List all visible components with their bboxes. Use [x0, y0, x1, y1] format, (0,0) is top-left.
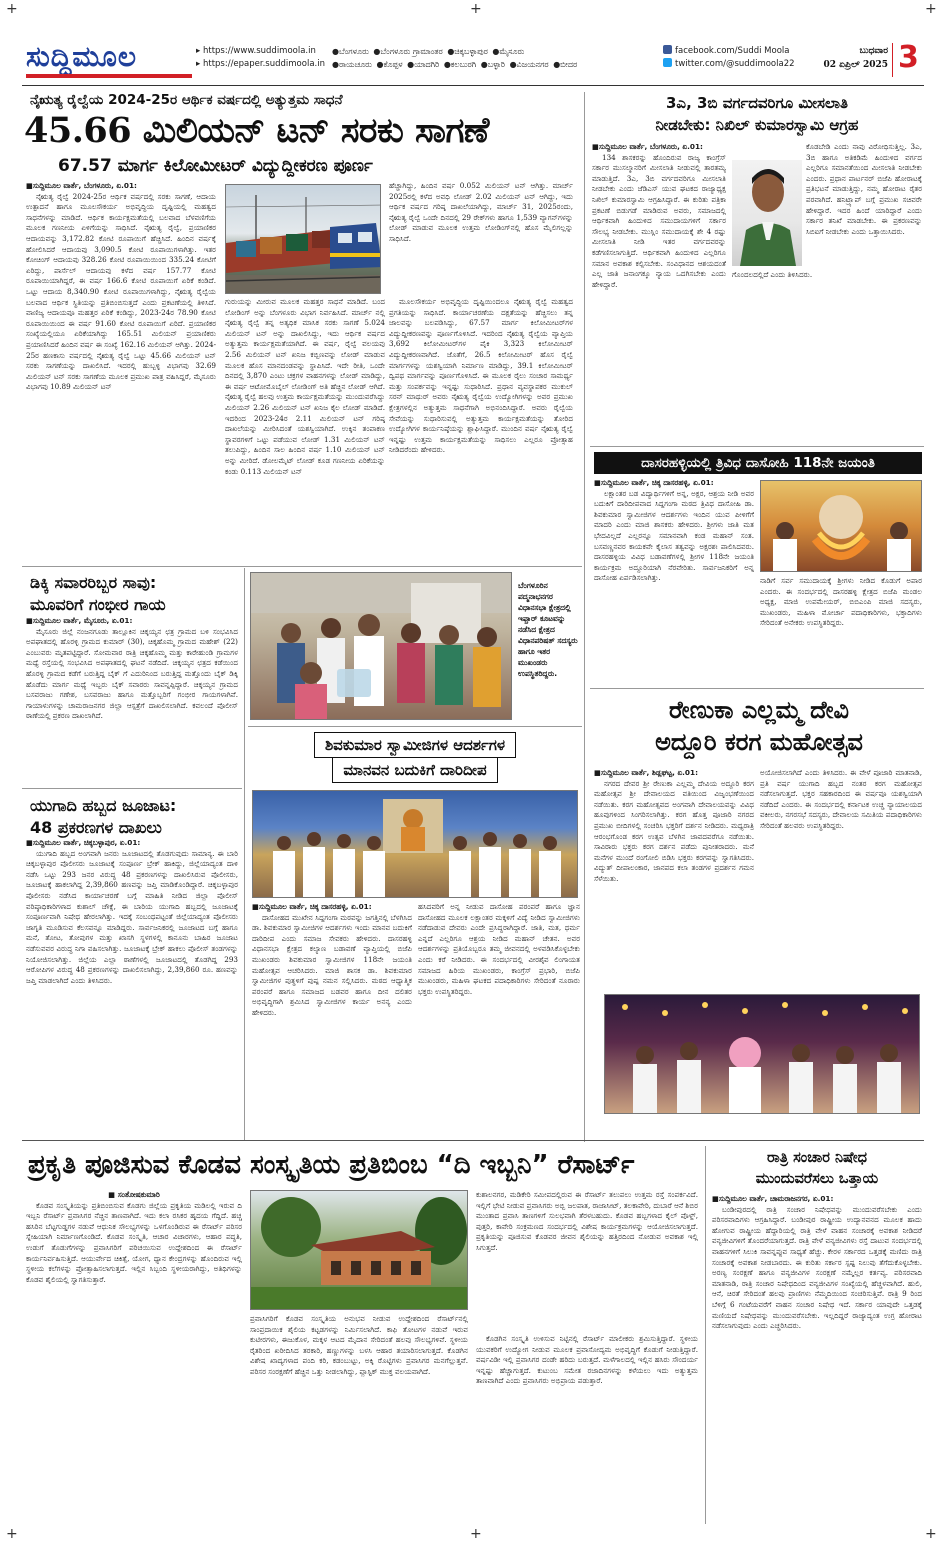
- city-link[interactable]: ●ಕಲಬುರಗಿ: [443, 60, 479, 69]
- masthead-logo: ಸುದ್ದಿಮೂಲ: [26, 40, 192, 80]
- registration-mark: +: [470, 1526, 482, 1542]
- lead-kicker: ನೈಋತ್ಯ ರೈಲ್ವೆಯ 2024-25ರ ಆರ್ಥಿಕ ವರ್ಷದಲ್ಲಿ ಅತ್ಯುತ್ತಮ ಸಾಧನೆ: [30, 92, 343, 108]
- nikhil-headline: 3ಎ, 3ಬಿ ವರ್ಗದವರಿಗೂ ಮೀಸಲಾತಿ ನೀಡಬೇಕು: ನಿಖಿಲ್ ಕುಮಾರಸ್ವಾಮಿ ಆಗ್ರಹ: [655, 94, 859, 134]
- section-rule: [248, 726, 582, 727]
- renuka-col1: ■ಸುದ್ದಿಮೂಲ ವಾರ್ತೆ, ಶಿಡ್ಲಘಟ್ಟ, ಏ.01: ನಗರದ ದೇವರ ಶ್ರೀ ರೇಣುಕಾ ಎಲ್ಲಮ್ಮ ದೇವಿಯ ಅದ್ದೂರಿ ಕರಗ ಮಹೋತ್ಸವ ಶ್ರೀ ದೇವಾಲಯದ ವತಿಯಿಂದ ವಿಜೃಂಭಣೆಯಿಂದ ನಡೆಯಿತು. ಕರಗ ಮಹೋತ್ಸವದ ಅಂಗವಾಗಿ ದೇವಾಲಯವನ್ನು ವಿವಿಧ ಹೂವುಗಳಿಂದ ಸಿಂಗರಿಸಲಾಗಿತ್ತು. ಕರಗ ಹೊತ್ತ ಪೂಜಾರಿ ನಗರದ ಪ್ರಮುಖ ಬೀದಿಗಳಲ್ಲಿ ಸಂಚರಿಸಿ ಭಕ್ತರಿಗೆ ದರ್ಶನ ನೀಡಿದರು. ಮಧ್ಯರಾತ್ರಿ ಆರಂಭಗೊಂಡ ಕರಗ ಉತ್ಸವ ಬೆಳಗಿನ ಜಾವದವರೆಗೂ ನಡೆಯಿತು. ಸಾವಿರಾರು ಭಕ್ತರು ಕರಗ ದರ್ಶನ ಪಡೆದು ಪುನೀತರಾದರು. ಮನೆ ಮನೆಗಳ ಮುಂದೆ ರಂಗೋಲಿ ಬಿಡಿಸಿ ಭಕ್ತರು ಕರಗವನ್ನು ಸ್ವಾಗತಿಸಿದರು. ವಿದ್ಯುತ್ ದೀಪಾಲಂಕಾರ, ಜಾನಪದ ಕಲಾ ತಂಡಗಳ ಪ್ರದರ್ಶನ ಗಮನ ಸೆಳೆಯಿತು.: [594, 768, 754, 883]
- city-list: [332, 45, 579, 71]
- person-icon: [732, 160, 802, 266]
- city-link[interactable]: ●ಬೆಂಗಳೂರು ಗ್ರಾಮಾಂತರ: [373, 47, 446, 56]
- lead-col1: ■ಸುದ್ದಿಮೂಲ ವಾರ್ತೆ, ಬೆಂಗಳೂರು, ಏ.01: ನೈಋತ್ಯ ರೈಲ್ವೆ 2024-25ರ ಆರ್ಥಿಕ ವರ್ಷದಲ್ಲಿ ಸರಕು ಸಾಗಣೆ, ಆದಾಯ ಉತ್ಪಾದನೆ ಹಾಗೂ ಮೂಲಸೌಕರ್ಯ ಅಭಿವೃದ್ಧಿಯ ದೃಷ್ಟಿಯಲ್ಲಿ ಮಹತ್ವದ ಸಾಧನೆಗಳನ್ನು ಮಾಡಿದೆ. ಆರ್ಥಿಕ ಕಾರ್ಯಕ್ಷಮತೆಯಲ್ಲಿ ಬಲವಾದ ಬೆಳವಣಿಗೆಯ ಮೂಲಕ ಗಣನೀಯ ಏಳಿಗೆಯನ್ನು ಸಾಧಿಸಿದೆ. ನೈಋತ್ಯ ರೈಲ್ವೆ, ಪ್ರಯಾಣಿಕರ ಆದಾಯವನ್ನು 3,172.82 ಕೋಟಿ ರೂಪಾಯಿಗೆ ಹೆಚ್ಚಿಸಿದೆ. ಹಿಂದಿನ ವರ್ಷಕ್ಕೆ ಹೋಲಿಸಿದರೆ ಆದಾಯವು 3,090.5 ಕೋಟಿ ರೂಪಾಯಿಗಳಾಗಿತ್ತು. ಇತರ ಕೋಚಿಂಗ್ ಆದಾಯವು 328.26 ಕೋಟಿ ರೂಪಾಯಿಯಿಂದ 335.24 ಕೋಟಿಗೆ ಏರಿದ್ದು, ಪಾರ್ಸೆಲ್ ಆದಾಯವು ಕಳೆದ ವರ್ಷ 157.77 ಕೋಟಿ ರೂಪಾಯಿಯಾಗಿದ್ದರೆ, ಈ ವರ್ಷ 166.6 ಕೋಟಿ ರೂಪಾಯಿಗೆ ಏರಿಕೆ ಕಂಡಿದೆ. ಒಟ್ಟು ಆದಾಯ 8,340.90 ಕೋಟಿ ರೂಪಾಯಿಗಳಾಗಿದ್ದು, ನೈಋತ್ಯ ರೈಲ್ವೆಯ ಬಲವಾದ ಆರ್ಥಿಕ ಸ್ಥಿತಿಯನ್ನು ಪ್ರತಿಬಿಂಬಿಸುತ್ತದೆ ಎಂದು ಪ್ರಕಟಣೆಯಲ್ಲಿ ತಿಳಿಸಿದೆ. ವಾಣಿಜ್ಯ ಆದಾಯವೂ ಮಹತ್ತರ ಏರಿಕೆ ಕಂಡಿದ್ದು, 2023-24ರ 78.90 ಕೋಟಿ ರೂಪಾಯಿಯಿಂದ ಈ ವರ್ಷ 91.60 ಕೋಟಿ ರೂಪಾಯಿಗೆ ಏರಿದೆ. ಪ್ರಯಾಣಿಕರ ಸಂಖ್ಯೆಯಲ್ಲಿಯೂ ಏರಿಕೆಯಾಗಿದ್ದು 165.51 ಮಿಲಿಯನ್ ಪ್ರಯಾಣಿಕರು ಪ್ರಯಾಣಿಸಿದರೆ ಹಿಂದಿನ ವರ್ಷ ಈ ಸಂಖ್ಯೆ 162.16 ಮಿಲಿಯನ್ ಆಗಿತ್ತು. 2024-25ರ ಹಣಕಾಸು ವರ್ಷದಲ್ಲಿ ನೈಋತ್ಯ ರೈಲ್ವೆ ಒಟ್ಟು 45.66 ಮಿಲಿಯನ್ ಟನ್ ಸರಕು ಸಾಗಣೆಯನ್ನು ದಾಖಲಿಸಿದೆ. ಇದರಲ್ಲಿ ಹುಬ್ಬಳ್ಳಿ ವಿಭಾಗವು 32.69 ಮಿಲಿಯನ್ ಟನ್ ಸರಕು ಸಾಗಣೆಯ ಮೂಲಕ ಪ್ರಮುಖ ಪಾತ್ರ ವಹಿಸಿದ್ದರೆ, ಮೈಸೂರು ವಿಭಾಗವು 10.89 ಮಿಲಿಯನ್ ಟನ್: [26, 181, 216, 392]
- city-link[interactable]: ●ಬಳ್ಳಾರಿ: [480, 60, 508, 69]
- city-link[interactable]: ●ಬೆಂಗಳೂರು: [332, 47, 372, 56]
- group-icon: [253, 791, 578, 898]
- dasohi-col1: ■ಸುದ್ದಿಮೂಲ ವಾರ್ತೆ, ಚಿಕ್ಕ ದಾಸರಹಳ್ಳಿ, ಏ.01: ಲಕ್ಷಾಂತರ ಬಡ ವಿದ್ಯಾರ್ಥಿಗಳಿಗೆ ಅನ್ನ, ಅಕ್ಷರ, ಆಶ್ರಯ ನೀಡಿ ಅವರ ಬದುಕಿಗೆ ದಾರಿದೀಪವಾದ ಸಿದ್ದಗಂಗಾ ಮಠದ ತ್ರಿವಿಧ ದಾಸೋಹಿ ಡಾ. ಶಿವಕುಮಾರ ಸ್ವಾಮೀಜಿಗಳ ಆದರ್ಶಗಳು ಇಂದಿನ ಯುವ ಪೀಳಿಗೆಗೆ ಮಾದರಿ ಎಂದು ಮಾಜಿ ಶಾಸಕರು ಹೇಳಿದರು. ಶ್ರೀಗಳು ಜಾತಿ ಮತ ಭೇದವಿಲ್ಲದೆ ಎಲ್ಲರನ್ನೂ ಸಮಾನವಾಗಿ ಕಂಡ ಮಹಾನ್ ಸಂತ. ಬಸವಣ್ಣನವರ ಕಾಯಕವೇ ಕೈಲಾಸ ತತ್ವವನ್ನು ಅಕ್ಷರಶಃ ಪಾಲಿಸಿದವರು. ದಾಸರಹಳ್ಳಿಯ ವಿವಿಧ ಬಡಾವಣೆಗಳಲ್ಲಿ ಶ್ರೀಗಳ 118ನೇ ಜಯಂತಿ ಕಾರ್ಯಕ್ರಮ ಅದ್ದೂರಿಯಾಗಿ ನೆರವೇರಿತು. ಸಾರ್ವಜನಿಕರಿಗೆ ಅನ್ನ ದಾಸೋಹ ಏರ್ಪಡಿಸಲಾಗಿತ್ತು.: [594, 478, 754, 583]
- night-traffic-body: ■ಸುದ್ದಿಮೂಲ ವಾರ್ತೆ, ಚಾಮರಾಜನಗರ, ಏ.01: ಬಂಡೀಪುರದಲ್ಲಿ ರಾತ್ರಿ ಸಂಚಾರ ನಿಷೇಧವನ್ನು ಮುಂದುವರೆಸಬೇಕು ಎಂದು ಪರಿಸರವಾದಿಗಳು ಆಗ್ರಹಿಸಿದ್ದಾರೆ. ಬಂಡೀಪುರ ರಾಷ್ಟ್ರೀಯ ಉದ್ಯಾನವನದ ಮೂಲಕ ಹಾದು ಹೋಗುವ ರಾಷ್ಟ್ರೀಯ ಹೆದ್ದಾರಿಯಲ್ಲಿ ರಾತ್ರಿ ವೇಳೆ ವಾಹನ ಸಂಚಾರಕ್ಕೆ ಅವಕಾಶ ನೀಡಿದರೆ ವನ್ಯಜೀವಿಗಳಿಗೆ ತೊಂದರೆಯಾಗುತ್ತದೆ. ರಾತ್ರಿ ವೇಳೆ ವನ್ಯಜೀವಿಗಳು ರಸ್ತೆ ದಾಟುವ ಸಂದರ್ಭದಲ್ಲಿ ವಾಹನಗಳಿಗೆ ಸಿಲುಕಿ ಸಾವನ್ನಪ್ಪುವ ಸಾಧ್ಯತೆ ಹೆಚ್ಚು. ಕೇರಳ ಸರ್ಕಾರದ ಒತ್ತಡಕ್ಕೆ ಮಣಿದು ರಾತ್ರಿ ಸಂಚಾರಕ್ಕೆ ಅವಕಾಶ ನೀಡಬಾರದು. ಈ ಕುರಿತು ಸರ್ಕಾರ ಸ್ಪಷ್ಟ ನಿಲುವು ತೆಗೆದುಕೊಳ್ಳಬೇಕು. ಅರಣ್ಯ ಸಂರಕ್ಷಣೆ ಹಾಗೂ ವನ್ಯಜೀವಿಗಳ ಸಂರಕ್ಷಣೆ ನಮ್ಮೆಲ್ಲರ ಕರ್ತವ್ಯ. ಪರಿಸರವಾದಿ ಮಾತನಾಡಿ, ರಾತ್ರಿ ಸಂಚಾರ ನಿಷೇಧದಿಂದ ವನ್ಯಜೀವಿಗಳ ಸಂಖ್ಯೆಯಲ್ಲಿ ಹೆಚ್ಚಳವಾಗಿದೆ. ಹುಲಿ, ಆನೆ, ಚಿರತೆ ಸೇರಿದಂತೆ ಹಲವು ಪ್ರಾಣಿಗಳು ನೆಮ್ಮದಿಯಿಂದ ಸಂಚರಿಸುತ್ತಿವೆ. ರಾತ್ರಿ 9 ರಿಂದ ಬೆಳಿಗ್ಗೆ 6 ಗಂಟೆಯವರೆಗೆ ವಾಹನ ಸಂಚಾರ ನಿಷೇಧ ಇದೆ. ಸರ್ಕಾರ ಯಾವುದೇ ಒತ್ತಡಕ್ಕೆ ಮಣಿಯದೆ ನಿಷೇಧವನ್ನು ಮುಂದುವರೆಸಬೇಕು. ಇಲ್ಲದಿದ್ದರೆ ರಾಜ್ಯಾದ್ಯಂತ ಉಗ್ರ ಹೋರಾಟ ನಡೆಸಲಾಗುವುದು ಎಂದು ಎಚ್ಚರಿಸಿದರು.: [712, 1194, 922, 1331]
- swamiji-col2: ಹಸಿದವರಿಗೆ ಅನ್ನ ನೀಡುವ ದಾಸೋಹ ಪರಂಪರೆ ಹಾಗೂ ಜ್ಞಾನ ದಾಸೋಹದ ಮೂಲಕ ಲಕ್ಷಾಂತರ ಮಕ್ಕಳಿಗೆ ವಿದ್ಯೆ ನೀಡಿದ ಸ್ವಾಮೀಜಿಗಳು ನಡೆದಾಡುವ ದೇವರು ಎಂದೇ ಪ್ರಸಿದ್ಧರಾಗಿದ್ದಾರೆ. ಜಾತಿ, ಮತ, ಧರ್ಮ ಎನ್ನದೆ ಎಲ್ಲರಿಗೂ ಆಶ್ರಯ ನೀಡಿದ ಮಹಾನ್ ಚೇತನ. ಅವರ ಆದರ್ಶಗಳನ್ನು ಪ್ರತಿಯೊಬ್ಬರೂ ತಮ್ಮ ಜೀವನದಲ್ಲಿ ಅಳವಡಿಸಿಕೊಳ್ಳಬೇಕು ಎಂದು ಕರೆ ನೀಡಿದರು. ಈ ಸಂದರ್ಭದಲ್ಲಿ ವೀರಶೈವ ಲಿಂಗಾಯತ ಸಮಾಜದ ಹಿರಿಯ ಮುಖಂಡರು, ಕಾಂಗ್ರೆಸ್ ಪ್ರಭಾರಿ, ಬಿಜೆಪಿ ಮುಖಂಡರು, ಮಹಿಳಾ ಘಟಕದ ಪದಾಧಿಕಾರಿಗಳು ಸೇರಿದಂತೆ ನೂರಾರು ಭಕ್ತರು ಉಪಸ್ಥಿತರಿದ್ದರು.: [418, 902, 580, 996]
- registration-mark: +: [470, 1, 482, 17]
- epaper-link[interactable]: ▸ https://epaper.suddimoola.in: [196, 59, 325, 69]
- resort-col2: ಪ್ರವಾಸಿಗರಿಗೆ ಕೊಡವ ಸಂಸ್ಕೃತಿಯ ಅನುಭವ ನೀಡುವ ಉದ್ದೇಶದಿಂದ ರೆಸಾರ್ಟ್‌ನಲ್ಲಿ ಸಾಂಪ್ರದಾಯಿಕ ಶೈಲಿಯ ಕಟ್ಟಡಗಳನ್ನು ನಿರ್ಮಿಸಲಾಗಿದೆ. ಕಾಫಿ ತೋಟಗಳ ನಡುವೆ ಇರುವ ಕುಟೀರಗಳು, ಈಜುಕೊಳ, ಮಕ್ಕಳ ಆಟದ ಮೈದಾನ ಸೇರಿದಂತೆ ಹಲವು ಸೌಲಭ್ಯಗಳಿವೆ. ಸ್ಥಳೀಯ ರೈತರಿಂದ ಖರೀದಿಸಿದ ತರಕಾರಿ, ಹಣ್ಣುಗಳನ್ನು ಬಳಸಿ ಆಹಾರ ತಯಾರಿಸಲಾಗುತ್ತದೆ. ಕೊಡಗಿನ ವಿಶೇಷ ಖಾದ್ಯಗಳಾದ ಪಂದಿ ಕರಿ, ಕಡಂಬುಟ್ಟು, ಅಕ್ಕಿ ರೊಟ್ಟಿಗಳು ಪ್ರವಾಸಿಗರ ಮನಗೆಲ್ಲುತ್ತವೆ. ಪರಿಸರ ಸಂರಕ್ಷಣೆಗೆ ಹೆಚ್ಚಿನ ಒತ್ತು ನೀಡಲಾಗಿದ್ದು, ಪ್ಲಾಸ್ಟಿಕ್ ಮುಕ್ತ ವಲಯವಾಗಿದೆ.: [250, 1314, 468, 1376]
- date-divider: [892, 43, 893, 77]
- resort-col3: ಕುಶಾಲನಗರ, ಮಡಿಕೇರಿ ಸಮೀಪದಲ್ಲಿರುವ ಈ ರೆಸಾರ್ಟ್ ತಲುಪಲು ಉತ್ತಮ ರಸ್ತೆ ಸಂಪರ್ಕವಿದೆ. ಇಲ್ಲಿಗೆ ಭೇಟಿ ನೀಡುವ ಪ್ರವಾಸಿಗರು ಅಬ್ಬಿ ಜಲಪಾತ, ರಾಜಾಸೀಟ್, ತಲಕಾವೇರಿ, ದುಬಾರೆ ಆನೆ ಶಿಬಿರ ಮುಂತಾದ ಪ್ರವಾಸಿ ತಾಣಗಳಿಗೆ ಸುಲಭವಾಗಿ ತೆರಳಬಹುದು. ಕೊಡವ ಹಬ್ಬಗಳಾದ ಕೈಲ್ ಪೊಳ್ದ್, ಪುತ್ತರಿ, ಕಾವೇರಿ ಸಂಕ್ರಮಣದ ಸಂದರ್ಭದಲ್ಲಿ ವಿಶೇಷ ಕಾರ್ಯಕ್ರಮಗಳನ್ನು ಆಯೋಜಿಸಲಾಗುತ್ತದೆ. ಪ್ರಕೃತಿಯನ್ನು ಪೂಜಿಸುವ ಕೊಡವರ ಜೀವನ ಶೈಲಿಯನ್ನು ಹತ್ತಿರದಿಂದ ನೋಡುವ ಅವಕಾಶ ಇಲ್ಲಿ ಸಿಗುತ್ತದೆ.: [476, 1190, 698, 1252]
- facebook-link[interactable]: facebook.com/Suddi Moola: [663, 45, 795, 58]
- gambling-body: ■ಸುದ್ದಿಮೂಲ ವಾರ್ತೆ, ಚಿಕ್ಕಬಳ್ಳಾಪುರ, ಏ.01: ಯುಗಾದಿ ಹಬ್ಬದ ಅಂಗವಾಗಿ ಜನರು ಜೂಜಾಟದಲ್ಲಿ ತೊಡಗುವುದು ಸಾಮಾನ್ಯ. ಈ ಬಾರಿ ಚಿಕ್ಕಬಳ್ಳಾಪುರ ಪೊಲೀಸರು ಜೂಜಾಟಕ್ಕೆ ಸಂಪೂರ್ಣ ಬ್ರೇಕ್ ಹಾಕಿದ್ದು, ಜಿಲ್ಲೆಯಾದ್ಯಂತ ದಾಳಿ ನಡೆಸಿ ಒಟ್ಟು 293 ಜನರ ವಿರುದ್ಧ 48 ಪ್ರಕರಣಗಳನ್ನು ದಾಖಲಿಸಿರುವ ಪೊಲೀಸರು, ಜೂಜಾಟಕ್ಕೆ ಹಾಕಲಾಗಿದ್ದ 2,39,860 ಹಣವನ್ನು ಜಪ್ತಿ ಮಾಡಿಕೊಂಡಿದ್ದಾರೆ. ಚಿಕ್ಕಬಳ್ಳಾಪುರ ಪೊಲೀಸರು ನಡೆಸಿದ ಕಾರ್ಯಾಚರಣೆ ಬಗ್ಗೆ ಮಾಹಿತಿ ನೀಡಿದ ಜಿಲ್ಲಾ ಪೊಲೀಸ್ ವರಿಷ್ಠಾಧಿಕಾರಿಗಳಾದ ಕುಶಾಲ್ ಚೌಕ್ಸೆ, ಈ ಬಾರಿಯ ಯುಗಾದಿ ಹಬ್ಬದಲ್ಲಿ ಜೂಜಾಟಕ್ಕೆ ಸಂಪೂರ್ಣವಾಗಿ ನಿಷೇಧ ಹೇರಲಾಗಿತ್ತು. ಇದಕ್ಕೆ ಸಂಬಂಧಪಟ್ಟಂತೆ ಜಿಲ್ಲೆಯಾದ್ಯಂತ ಪೊಲೀಸರು ಜಾಗೃತಿ ಮೂಡಿಸುವ ಕೆಲಸವನ್ನೂ ಮಾಡಿದ್ದರು. ಸಾರ್ವಜನಿಕರಲ್ಲಿ ಜೂಜಾಟದ ಬಗ್ಗೆ ಹಾಗೂ ಮನೆ, ತೋಟ, ತೋಪುಗಳ ಮತ್ತು ಖಾಸಗಿ ಸ್ಥಳಗಳಲ್ಲಿ ಕಾನೂನು ಬಾಹಿರ ಜೂಜಾಟ ನಡೆಸುವವರ ವಿರುದ್ಧ ನಿಗಾ ವಹಿಸಲಾಗಿತ್ತು. ಜೂಜಾಟಕ್ಕೆ ಬ್ರೇಕ್ ಹಾಕಲು ಪೊಲೀಸ್ ತಂಡಗಳನ್ನು ನಿಯೋಜಿಸಲಾಗಿತ್ತು. ಜಿಲ್ಲೆಯ ಎಲ್ಲಾ ಠಾಣೆಗಳಲ್ಲಿ ಜೂಜಾಟದಲ್ಲಿ ತೊಡಗಿದ್ದ 293 ಆರೋಪಿಗಳ ವಿರುದ್ಧ 48 ಪ್ರಕರಣಗಳನ್ನು ದಾಖಲಿಸಲಾಗಿದ್ದು, 2,39,860 ರೂ. ಹಣವನ್ನು ಜಪ್ತಿ ಮಾಡಲಾಗಿದೆ ಎಂದು ತಿಳಿಸಿದರು.: [26, 838, 238, 985]
- dasohi-headline: ದಾಸರಹಳ್ಳಿಯಲ್ಲಿ ತ್ರಿವಿಧ ದಾಸೋಹಿ 118ನೇ ಜಯಂತಿ: [594, 452, 922, 474]
- city-link[interactable]: ●ಚಿಕ್ಕಬಳ್ಳಾಪುರ: [447, 47, 491, 56]
- nikhil-col3: ಗೊಂದಲದಲ್ಲಿದೆ ಎಂದು ತಿಳಿಸಿದರು.: [732, 270, 813, 279]
- renuka-col2: ಅಯೋಜಿಸಲಾಗಿದೆ ಎಂದು ತಿಳಿಸಿದರು. ಈ ವೇಳೆ ಪೂಜಾರಿ ಮಾತನಾಡಿ, ಪ್ರತಿ ವರ್ಷ ಯುಗಾದಿ ಹಬ್ಬದ ನಂತರ ಕರಗ ಮಹೋತ್ಸವ ನಡೆಸಲಾಗುತ್ತದೆ. ಭಕ್ತರ ಸಹಕಾರದಿಂದ ಈ ವರ್ಷವೂ ಯಶಸ್ವಿಯಾಗಿ ನಡೆದಿದೆ ಎಂದರು. ಈ ಸಂದರ್ಭದಲ್ಲಿ ಕರ್ನಾಟಕ ಉಚ್ಚ ನ್ಯಾಯಾಲಯದ ವಕೀಲರು, ನಗರಸಭೆ ಸದಸ್ಯರು, ದೇವಾಲಯ ಸಮಿತಿಯ ಪದಾಧಿಕಾರಿಗಳು ಸೇರಿದಂತೆ ಹಲವರು ಉಪಸ್ಥಿತರಿದ್ದರು.: [760, 768, 922, 830]
- section-rule: [590, 688, 924, 689]
- lead-headline: 45.66 ಮಿಲಿಯನ್ ಟನ್ ಸರಕು ಸಾಗಣೆ: [24, 110, 489, 151]
- freight-train-photo: [225, 184, 381, 294]
- crowd-icon: [251, 573, 512, 720]
- section-rule: [22, 1140, 924, 1141]
- date-block: ಬುಧವಾರ 02 ಏಪ್ರಿಲ್ 2025: [823, 46, 888, 70]
- lead-col3: ಮೂಲಸೌಕರ್ಯ ಅಭಿವೃದ್ಧಿಯ ದೃಷ್ಟಿಯಿಂದಲೂ ನೈಋತ್ಯ ರೈಲ್ವೆ ಮಹತ್ವದ ಪ್ರಗತಿಯನ್ನು ಸಾಧಿಸಿದೆ. ಕಾರ್ಯಾಚರಣೆಯ ದಕ್ಷತೆಯನ್ನು ಹೆಚ್ಚಿಸಲು ತನ್ನ ಜಾಲವನ್ನು ಬಲಪಡಿಸಿದ್ದು, 67.57 ಮಾರ್ಗ ಕಿಲೋಮೀಟರ್‌ಗಳ ವಿದ್ಯುದ್ದೀಕರಣವನ್ನು ಪೂರ್ಣಗೊಳಿಸಿದೆ. ಇದರಿಂದ ನೈಋತ್ಯ ರೈಲ್ವೆಯ ವ್ಯಾಪ್ತಿಯ 3,692 ಕಿಲೋಮೀಟರ್‌ಗಳ ಪೈಕಿ 3,323 ಕಿಲೋಮೀಟರ್ ವಿದ್ಯುದ್ದೀಕರಣವಾಗಿದೆ. ಜೊತೆಗೆ, 26.5 ಕಿಲೋಮೀಟರ್ ಹೊಸ ರೈಲ್ವೆ ಮಾರ್ಗಗಳನ್ನು ಯಶಸ್ವಿಯಾಗಿ ನಿರ್ಮಾಣ ಮಾಡಿದ್ದು, 39.1 ಕಿಲೋಮೀಟರ್ ದ್ವಿಪಥ ಮಾರ್ಗವನ್ನು ಪೂರ್ಣಗೊಳಿಸಿದೆ. ಈ ಮೂಲಕ ರೈಲು ಸಂಚಾರ ಸಾಮರ್ಥ್ಯ ಮತ್ತು ಸಂಪರ್ಕವನ್ನು ಇನ್ನಷ್ಟು ಸುಧಾರಿಸಿದೆ. ಪ್ರಧಾನ ವ್ಯವಸ್ಥಾಪಕರ ಮುಕುಲ್ ಸರನ್ ಮಾಥುರ್ ಅವರು ನೈಋತ್ಯ ರೈಲ್ವೆಯ ಉದ್ಯೋಗಿಗಳನ್ನು ಅವರ ಪ್ರಮುಖ ಕ್ಷೇತ್ರಗಳಲ್ಲಿನ ಅತ್ಯುತ್ತಮ ಸಾಧನೆಗಾಗಿ ಅಭಿನಂದಿಸಿದ್ದಾರೆ. ಅವರು ರೈಲ್ವೆಯ ಸೇವೆಯನ್ನು ಸುಧಾರಿಸುವಲ್ಲಿ ಅತ್ಯುತ್ತಮ ಕಾರ್ಯಕ್ಷಮತೆಯನ್ನು ತೋರಿದ ಉದ್ಯೋಗಿಗಳ ಕಾರ್ಯನಿಷ್ಠೆಯನ್ನು ಶ್ಲಾಘಿಸಿದ್ದಾರೆ. ಮುಂದಿನ ವರ್ಷ ನೈಋತ್ಯ ರೈಲ್ವೆ ಇನ್ನಷ್ಟು ಉತ್ತಮ ಕಾರ್ಯಕ್ಷಮತೆಯನ್ನು ಸಾಧಿಸಲು ಎಲ್ಲರೂ ಪ್ರೋತ್ಸಾಹ ನೀಡಿದರೆಂದು ಹೇಳಿದರು.: [389, 297, 573, 455]
- train-icon: [226, 185, 381, 294]
- event-photo-caption: ಬೆಂಗಳೂರಿನ ಪದ್ಮನಾಭನಗರ ವಿಧಾನಸಭಾ ಕ್ಷೇತ್ರದಲ್ಲಿ ಇಫ್ತಾರ್ ಕೂಟವನ್ನು ನಡೆಸಿದ ಕ್ಷೇತ್ರದ ವಿಧಾನಪರಿಷತ್ ಸದಸ್ಯರು ಹಾಗೂ ಇತರ ಮುಖಂಡರು ಉಪಸ್ಥಿತರಿದ್ದರು.: [518, 581, 578, 678]
- accident-headline: ಡಿಕ್ಕಿ ಸವಾರರಿಬ್ಬರ ಸಾವು: ಮೂವರಿಗೆ ಗಂಭೀರ ಗಾಯ: [30, 573, 166, 614]
- lead-col-mid: ಗುರುಯನ್ನು ಮೀರುವ ಮೂಲಕ ಮಹತ್ತರ ಸಾಧನೆ ಮಾಡಿದೆ. ಬಂದ ಲೋಡಿಂಗ್ ಅನ್ನು ಬೆಂಗಳೂರು ವಿಭಾಗ ನಿರ್ವಹಿಸಿದೆ. ಮಾರ್ಚ್ ನಲ್ಲಿ ನೈಋತ್ಯ ರೈಲ್ವೆ ತನ್ನ ಅತ್ಯಧಿಕ ಮಾಸಿಕ ಸರಕು ಸಾಗಣೆ 5.024 ಮಿಲಿಯನ್ ಟನ್ ಅನ್ನು ದಾಖಲಿಸಿದ್ದು, ಇದು ಆರ್ಥಿಕ ವರ್ಷದ ಅತ್ಯುತ್ತಮ ಕಾರ್ಯಕ್ಷಮತೆಯಾಗಿದೆ. ಈ ವರ್ಷ, ರೈಲ್ವೆ ವಲಯವು 2.56 ಮಿಲಿಯನ್ ಟನ್ ಖನಿಜ ಕಬ್ಬಿಣವನ್ನು ಲೋಡ್ ಮಾಡುವ ಮೂಲಕ ಹೊಸ ಮಾನದಂಡವನ್ನು ಸ್ಥಾಪಿಸಿದೆ. ಇದೇ ರೀತಿ, ಒಂದೇ ದಿನದಲ್ಲಿ 3,870 ಎಂಟು ಚಕ್ರಗಳ ವಾಹನಗಳನ್ನು ಲೋಡ್ ಮಾಡಿದ್ದು, ಈ ವರ್ಷ ಆಟೋಮೊಬೈಲ್ ಲೋಡಿಂಗ್ ಅತಿ ಹೆಚ್ಚಿನ ಲೋಡ್ ಆಗಿದೆ. ನೈಋತ್ಯ ರೈಲ್ವೆ ಹಲವು ಉತ್ತಮ ಕಾರ್ಯಕ್ಷಮತೆಯನ್ನು ಮುಂದುವರೆಸಿದ್ದು ಮಿಲಿಯನ್ 2.26 ಮಿಲಿಯನ್ ಟನ್ ಖನಿಜ ಕೈಲ ಲೋಡ್ ಮಾಡಿದೆ. ಇದರಿಂದ 2023-24ರ 2.11 ಮಿಲಿಯನ್ ಟನ್ ಗರಿಷ್ಠ ದಾಖಲೆಯನ್ನು ಮೀರಿಸಿದಂತೆ ಯಶಸ್ವಿಯಾಗಿದೆ. ಉಕ್ಕಿನ ತಂಪಾಕಣ ಸ್ಥಾವರಗಳಿಗೆ ಒಟ್ಟು ಪಡೆಯುವ ಲೋಡ್ 1.31 ಮಿಲಿಯನ್ ಟನ್ ತಲುಪಿದ್ದು, ಹಿಂದಿನ ಸಾಲ ಹಿಂದಿನ ವರ್ಷ 1.10 ಮಿಲಿಯನ್ ಟನ್ ಅನ್ನು ಮೀರಿದೆ. ಡೋಲಮೈಟ್ ಲೋಡ್ ಕೂಡ ಗಣನೀಯ ಏರಿಕೆಯನ್ನು ಕಂಡು 0.113 ಮಿಲಿಯನ್ ಟನ್: [225, 297, 385, 476]
- registration-mark: +: [925, 1, 937, 17]
- column-divider: [705, 1146, 706, 1524]
- gambling-headline: ಯುಗಾದಿ ಹಬ್ಬದ ಜೂಜಾಟ: 48 ಪ್ರಕರಣಗಳ ದಾಖಲು: [30, 796, 177, 837]
- lead-subhead: 67.57 ಮಾರ್ಗ ಕಿಲೋಮೀಟರ್ ವಿದ್ಯುದ್ದೀಕರಣ ಪೂರ್ಣ: [58, 156, 373, 176]
- swamiji-headline: ಶಿವಕುಮಾರ ಸ್ವಾಮೀಜಿಗಳ ಆದರ್ಶಗಳ ಮಾನವನ ಬದುಕಿಗೆ ದಾರಿದೀಪ: [250, 732, 580, 783]
- karaga-icon: [605, 995, 920, 1114]
- section-rule: [22, 566, 582, 567]
- night-traffic-headline: ರಾತ್ರಿ ಸಂಚಾರ ನಿಷೇಧ ಮುಂದುವರೆಸಲು ಒತ್ತಾಯ: [755, 1150, 879, 1187]
- facebook-icon: [663, 45, 672, 54]
- social-links: [663, 45, 795, 71]
- resort-col1: ■ ಸಂತೋಷಕುಮಾರಿ ಕೊಡವ ಸಂಸ್ಕೃತಿಯನ್ನು ಪ್ರತಿಬಿಂಬಿಸುವ ಕೊಡಗು ಜಿಲ್ಲೆಯ ಪ್ರಕೃತಿಯ ಮಡಿಲಲ್ಲಿ ಇರುವ ದಿ ಇಬ್ಬನಿ ರೆಸಾರ್ಟ್ ಪ್ರವಾಸಿಗರ ನೆಚ್ಚಿನ ತಾಣವಾಗಿದೆ. ಇದು ಕಲಾ ರಸಿಕರ ಹೃದಯ ಗೆದ್ದಿದೆ. ಹಚ್ಚ ಹಸಿರಿನ ಬೆಟ್ಟಗುಡ್ಡಗಳ ನಡುವೆ ಆಧುನಿಕ ಸೌಲಭ್ಯಗಳನ್ನು ಒಳಗೊಂಡಿರುವ ಈ ರೆಸಾರ್ಟ್ ಪರಿಸರ ಸ್ನೇಹಿಯಾಗಿ ನಿರ್ಮಾಣಗೊಂಡಿದೆ. ಕೊಡವ ಸಂಸ್ಕೃತಿ, ಆಚಾರ ವಿಚಾರಗಳು, ಆಹಾರ ಪದ್ಧತಿ, ಉಡುಗೆ ತೊಡುಗೆಗಳನ್ನು ಪ್ರವಾಸಿಗರಿಗೆ ಪರಿಚಯಿಸುವ ಉದ್ದೇಶದಿಂದ ಈ ರೆಸಾರ್ಟ್ ಕಾರ್ಯನಿರ್ವಹಿಸುತ್ತಿದೆ. ಆಯುರ್ವೇದ ಚಿಕಿತ್ಸೆ, ಯೋಗ, ಧ್ಯಾನ ಕೇಂದ್ರಗಳನ್ನು ಹೊಂದಿರುವ ಇಲ್ಲಿ ಸ್ಥಳೀಯ ಕಲೆಗಳನ್ನು ಪ್ರೋತ್ಸಾಹಿಸಲಾಗುತ್ತದೆ. ಇಲ್ಲಿನ ಸಿಬ್ಬಂದಿ ಸ್ಥಳೀಯರಾಗಿದ್ದು, ಅತಿಥಿಗಳನ್ನು ಕೊಡವ ಶೈಲಿಯಲ್ಲಿ ಸ್ವಾಗತಿಸುತ್ತಾರೆ.: [26, 1190, 242, 1284]
- nikhil-portrait: [732, 160, 802, 266]
- accident-body: ■ಸುದ್ದಿಮೂಲ ವಾರ್ತೆ, ಮೈಸೂರು, ಏ.01: ಮೈಸೂರು ಜಿಲ್ಲೆ ನಂಜನಗೂಡು ತಾಲ್ಲೂಕಿನ ಚಿಕ್ಕಯ್ಯನ ಛತ್ರ ಗ್ರಾಮದ ಬಳಿ ಸಂಭವಿಸಿದ ಅಪಘಾತದಲ್ಲಿ ಹೊರಳ್ಳಿ ಗ್ರಾಮದ ಕುಮಾರ್ (30), ಚಿಕ್ಕಹೊಮ್ಮ ಗ್ರಾಮದ ಮಹೇಶ್ (22) ಎಂಬುವರು ಮೃತಪಟ್ಟಿದ್ದಾರೆ. ಸೋಮವಾರ ರಾತ್ರಿ ಚಿಕ್ಕಹೊಮ್ಮ ಮತ್ತು ಕಾರೇಹುಂಡಿ ಗ್ರಾಮಗಳ ಮಧ್ಯೆ ರಸ್ತೆಯಲ್ಲಿ ಸಂಭವಿಸಿದ ಅಪಘಾತದಲ್ಲಿ ಘಟನೆ ನಡೆದಿದೆ. ಚಿಕ್ಕಯ್ಯನ ಛತ್ರದ ಕಡೆಯಿಂದ ಹೊರಳ್ಳಿ ಗ್ರಾಮದ ಕಡೆಗೆ ಬರುತ್ತಿದ್ದ ಬೈಕ್ ಗೆ ಎದುರಿನಿಂದ ಬರುತ್ತಿದ್ದ ಮತ್ತೊಂದು ಬೈಕ್ ಡಿಕ್ಕಿ ಹೊಡೆದು ಮಾರ್ಗ ಮಧ್ಯೆ ಇಬ್ಬರು ಬೈಕ್ ಸವಾರರು ಸಾವನ್ನಪ್ಪಿದ್ದಾರೆ. ಚಿಕ್ಕಯ್ಯನ ಗ್ರಾಮದ ಬಸವರಾಜು ಗಣೇಶ, ಬಸವರಾಜು ಹಾಗೂ ಮತ್ತೊಬ್ಬರಿಗೆ ಗಂಭೀರ ಗಾಯಗಳಾಗಿವೆ. ಗಾಯಾಳುಗಳನ್ನು ಚಾಮರಾಜನಗರ ಜಿಲ್ಲಾ ಆಸ್ಪತ್ರೆಗೆ ದಾಖಲಿಸಲಾಗಿದೆ. ಕವಲಂದೆ ಪೊಲೀಸ್ ಠಾಣೆಯಲ್ಲಿ ಪ್ರಕರಣ ದಾಖಲಾಗಿದೆ.: [26, 616, 238, 721]
- city-link[interactable]: ●ಯಾದಗಿರಿ: [407, 60, 442, 69]
- dasohi-photo: [760, 480, 922, 572]
- karaga-photo: [604, 994, 920, 1114]
- resort-building-icon: [251, 1191, 468, 1310]
- resort-headline: ಪ್ರಕೃತಿ ಪೂಜಿಸುವ ಕೊಡವ ಸಂಸ್ಕೃತಿಯ ಪ್ರತಿಬಿಂಬ “ದಿ ಇಬ್ಬನಿ” ರೆಸಾರ್ಟ್: [28, 1150, 635, 1180]
- nikhil-col1: ■ಸುದ್ದಿಮೂಲ ವಾರ್ತೆ, ಬೆಂಗಳೂರು, ಏ.01: 134 ಶಾಸಕರನ್ನು ಹೊಂದಿರುವ ರಾಜ್ಯ ಕಾಂಗ್ರೆಸ್ ಸರ್ಕಾರ ಮುಸಲ್ಮಾನರಿಗೆ ಮೀಸಲಾತಿ ನೀಡುವಲ್ಲಿ ತಾರತಮ್ಯ ಮಾಡುತ್ತಿದೆ. 3ಎ, 3ಬಿ ವರ್ಗದವರಿಗೂ ಮೀಸಲಾತಿ ನೀಡಬೇಕು ಎಂದು ಜೆಡಿಎಸ್ ಯುವ ಘಟಕದ ರಾಜ್ಯಾಧ್ಯಕ್ಷ ನಿಖಿಲ್ ಕುಮಾರಸ್ವಾಮಿ ಆಗ್ರಹಿಸಿದ್ದಾರೆ. ಈ ಕುರಿತು ಪತ್ರಿಕಾ ಪ್ರಕಟಣೆ ಬಿಡುಗಡೆ ಮಾಡಿರುವ ಅವರು, ಸಮಾಜದಲ್ಲಿ ಆರ್ಥಿಕವಾಗಿ ಹಿಂದುಳಿದ ಸಮುದಾಯಗಳಿಗೆ ಸರ್ಕಾರ ಸೌಲಭ್ಯ ನೀಡಬೇಕು. ಮುಸ್ಲಿಂ ಸಮುದಾಯಕ್ಕೆ ಶೇ 4 ರಷ್ಟು ಮೀಸಲಾತಿ ನೀಡಿ ಇತರ ವರ್ಗದವರನ್ನು ಕಡೆಗಣಿಸಲಾಗುತ್ತಿದೆ. ಆರ್ಥಿಕವಾಗಿ ಹಿಂದುಳಿದ ಎಲ್ಲರಿಗೂ ಸಮಾನ ಅವಕಾಶ ಕಲ್ಪಿಸಬೇಕು. ಸಂವಿಧಾನದ ಆಶಯದಂತೆ ಎಲ್ಲ ಜಾತಿ ಜನಾಂಗಕ್ಕೂ ನ್ಯಾಯ ಒದಗಿಸಬೇಕು ಎಂದು ಹೇಳಿದ್ದಾರೆ.: [592, 142, 726, 289]
- lead-col2-top: ಹೆಚ್ಚಾಗಿದ್ದು, ಹಿಂದಿನ ವರ್ಷ 0.052 ಮಿಲಿಯನ್ ಟನ್ ಆಗಿತ್ತು. ಮಾರ್ಚ್ 2025ರಲ್ಲಿ ಕಳೆದ ಅವಧಿ ಲೋಡ್ 2.02 ಮಿಲಿಯನ್ ಟನ್ ಆಗಿದ್ದು, ಇದು ಆರ್ಥಿಕ ವರ್ಷದ ಗರಿಷ್ಠ ದಾಖಲೆಯಾಗಿದ್ದು, ಮಾರ್ಚ್ 31, 2025ರಂದು, ನೈಋತ್ಯ ರೈಲ್ವೆ ಒಂದೇ ದಿನದಲ್ಲಿ 29 ರೇಕ್‌ಗಳು ಹಾಗೂ 1,539 ವ್ಯಾಗನ್‌ಗಳನ್ನು ಲೋಡ್ ಮಾಡುವ ಮೂಲಕ ಉತ್ತಮ ಲೋಡಿಂಗ್‌ನಲ್ಲಿ ಹೊಸ ಮೈಲಿಗಲ್ಲನ್ನು ಸಾಧಿಸಿದೆ.: [389, 181, 573, 243]
- nikhil-col2: ಕೊಡಬೇಡಿ ಎಂದು ನಾವು ವಿರೋಧಿಸುತ್ತಿಲ್ಲ. 3ಎ, 3ಬಿ ಹಾಗೂ ಅತಿಕಡಿಮೆ ಹಿಂದುಳಿದ ವರ್ಗದ ಎಲ್ಲರಿಗೂ ಸಮಾನತೆಯಿಂದ ಮೀಸಲಾತಿ ನೀಡಬೇಕು ಎಂದರು. ಪ್ರಧಾನ ಪಾರ್ಟನರ್ ಬಿಜೆಪಿ ಹೋರಾಟಕ್ಕೆ ಪ್ರತಿಭಟನೆ ಮಾಡುತ್ತಿದ್ದು, ನಮ್ಮ ಹೋರಾಟ ರೈತರ ಪರವಾಗಿದೆ. ಹನಿಟ್ರ್ಯಾಪ್ ಬಗ್ಗೆ ಪ್ರಮುಖ ಸಚಿವರೇ ಹೇಳಿದ್ದಾರೆ. ಇದರ ಹಿಂದೆ ಯಾರಿದ್ದಾರೆ ಎಂದು ಸರ್ಕಾರ ತನಿಖೆ ಮಾಡಬೇಕು. ಈ ಪ್ರಕರಣವನ್ನು ಸಿಬಿಐಗೆ ನೀಡಬೇಕು ಎಂದು ಒತ್ತಾಯಿಸಿದರು.: [806, 142, 922, 236]
- city-link[interactable]: ●ಮೈಸೂರು: [492, 47, 525, 56]
- resort-col4: ಕೊಡಗಿನ ಸಂಸ್ಕೃತಿ ಉಳಿಸುವ ನಿಟ್ಟಿನಲ್ಲಿ ರೆಸಾರ್ಟ್ ಮಾಲೀಕರು ಶ್ರಮಿಸುತ್ತಿದ್ದಾರೆ. ಸ್ಥಳೀಯ ಯುವಕರಿಗೆ ಉದ್ಯೋಗ ನೀಡುವ ಮೂಲಕ ಪ್ರವಾಸೋದ್ಯಮ ಅಭಿವೃದ್ಧಿಗೆ ಕೊಡುಗೆ ನೀಡುತ್ತಿದ್ದಾರೆ. ವರ್ಷವಿಡೀ ಇಲ್ಲಿ ಪ್ರವಾಸಿಗರ ದಂಡೇ ಹರಿದು ಬರುತ್ತದೆ. ಮಳೆಗಾಲದಲ್ಲಿ ಇಲ್ಲಿನ ಹಸಿರು ಸೌಂದರ್ಯ ಇನ್ನಷ್ಟು ಹೆಚ್ಚಾಗುತ್ತದೆ. ಕುಟುಂಬ ಸಮೇತ ರಜಾದಿನಗಳನ್ನು ಕಳೆಯಲು ಇದು ಅತ್ಯುತ್ತಮ ತಾಣವಾಗಿದೆ ಎಂದು ಪ್ರವಾಸಿಗರು ಅಭಿಪ್ರಾಯ ಪಡುತ್ತಾರೆ.: [476, 1334, 698, 1386]
- renuka-headline: ರೇಣುಕಾ ಎಲ್ಲಮ್ಮ ದೇವಿ ಅದ್ದೂರಿ ಕರಗ ಮಹೋತ್ಸವ: [655, 695, 863, 756]
- city-link[interactable]: ●ವಿಜಯನಗರ: [509, 60, 552, 69]
- twitter-icon: [663, 58, 672, 67]
- section-rule: [22, 788, 242, 789]
- masthead-links: [196, 45, 325, 71]
- city-link[interactable]: ●ಬೀದರ: [553, 60, 578, 69]
- masthead-rule: [22, 85, 924, 86]
- resort-photo: [250, 1190, 468, 1310]
- swamiji-photo: [252, 790, 578, 898]
- logo-underline: [26, 74, 192, 78]
- registration-mark: +: [925, 1526, 937, 1542]
- event-photo: [250, 572, 512, 720]
- column-divider: [244, 568, 245, 1140]
- website-link[interactable]: ▸ https://www.suddimoola.in: [196, 46, 316, 56]
- registration-mark: +: [6, 1526, 18, 1542]
- city-link[interactable]: ●ರಾಯಚೂರು: [332, 60, 375, 69]
- dasohi-col2: ನಾಡಿಗೆ ಸರ್ವ ಸಮುದಾಯಕ್ಕೆ ಶ್ರೀಗಳು ನೀಡಿದ ಕೊಡುಗೆ ಅಪಾರ ಎಂದರು. ಈ ಸಂದರ್ಭದಲ್ಲಿ ದಾಸರಹಳ್ಳಿ ಕ್ಷೇತ್ರದ ಬಿಜೆಪಿ ಮಂಡಲ ಅಧ್ಯಕ್ಷ, ಮಾಜಿ ಉಪಮೇಯರ್, ಬಿಬಿಎಂಪಿ ಮಾಜಿ ಸದಸ್ಯರು, ಮುಖಂಡರು, ಮಹಿಳಾ ಮೋರ್ಚಾ ಪದಾಧಿಕಾರಿಗಳು, ಭಕ್ತಾದಿಗಳು ಸೇರಿದಂತೆ ಅನೇಕರು ಉಪಸ್ಥಿತರಿದ್ದರು.: [760, 576, 922, 628]
- garland-icon: [761, 481, 922, 572]
- page-number: 3: [898, 40, 919, 75]
- swamiji-col1: ■ಸುದ್ದಿಮೂಲ ವಾರ್ತೆ, ಚಿಕ್ಕ ದಾಸರಹಳ್ಳಿ, ಏ.01: ದಾಸೋಹದ ಮುಖೇನ ಸಿದ್ದಗಂಗಾ ಮಠವನ್ನು ಜಗತ್ತಿನಲ್ಲಿ ಬೆಳಗಿಸಿದ ಡಾ. ಶಿವಕುಮಾರ ಸ್ವಾಮೀಜಿಗಳ ಆದರ್ಶಗಳು ಇಂದು ಮಾನವ ಬದುಕಿಗೆ ದಾರಿದೀಪ ಎಂದು ಸಮಾಜ ಸೇವಕರು ಹೇಳಿದರು. ದಾಸರಹಳ್ಳಿ ವಿಧಾನಸಭಾ ಕ್ಷೇತ್ರದ ಕಲ್ಯಾಣ ಬಡಾವಣೆ ವ್ಯಾಪ್ತಿಯಲ್ಲಿ ಬಿಜೆಪಿ ಮುಖಂಡರು ಶಿವಕುಮಾರ ಸ್ವಾಮೀಜಿಗಳ 118ನೇ ಜಯಂತಿ ಮಹೋತ್ಸವ ಆಚರಿಸಿದರು. ಮಾಜಿ ಶಾಸಕ ಡಾ. ಶಿವಕುಮಾರ ಸ್ವಾಮೀಜಿಗಳ ಪುತ್ಥಳಿಗೆ ಪುಷ್ಪ ನಮನ ಸಲ್ಲಿಸಿದರು. ಮಠದ ಆಧ್ಯಾತ್ಮಿಕ ಪರಂಪರೆ ಹಾಗೂ ಸಮಾಜದ ಬಡವರ ಹಾಗೂ ದೀನ ದಲಿತರ ಅಭಿವೃದ್ಧಿಗಾಗಿ ಶ್ರಮಿಸಿದ ಸ್ವಾಮೀಜಿಗಳ ಕಾರ್ಯ ಅನನ್ಯ ಎಂದು ಹೇಳಿದರು.: [252, 902, 412, 1017]
- city-link[interactable]: ●ಕೊಪ್ಪಳ: [376, 60, 406, 69]
- twitter-link[interactable]: twitter.com/@suddimoola22: [663, 58, 795, 71]
- section-rule: [590, 446, 924, 447]
- column-divider: [584, 92, 585, 1142]
- registration-mark: +: [6, 1, 18, 17]
